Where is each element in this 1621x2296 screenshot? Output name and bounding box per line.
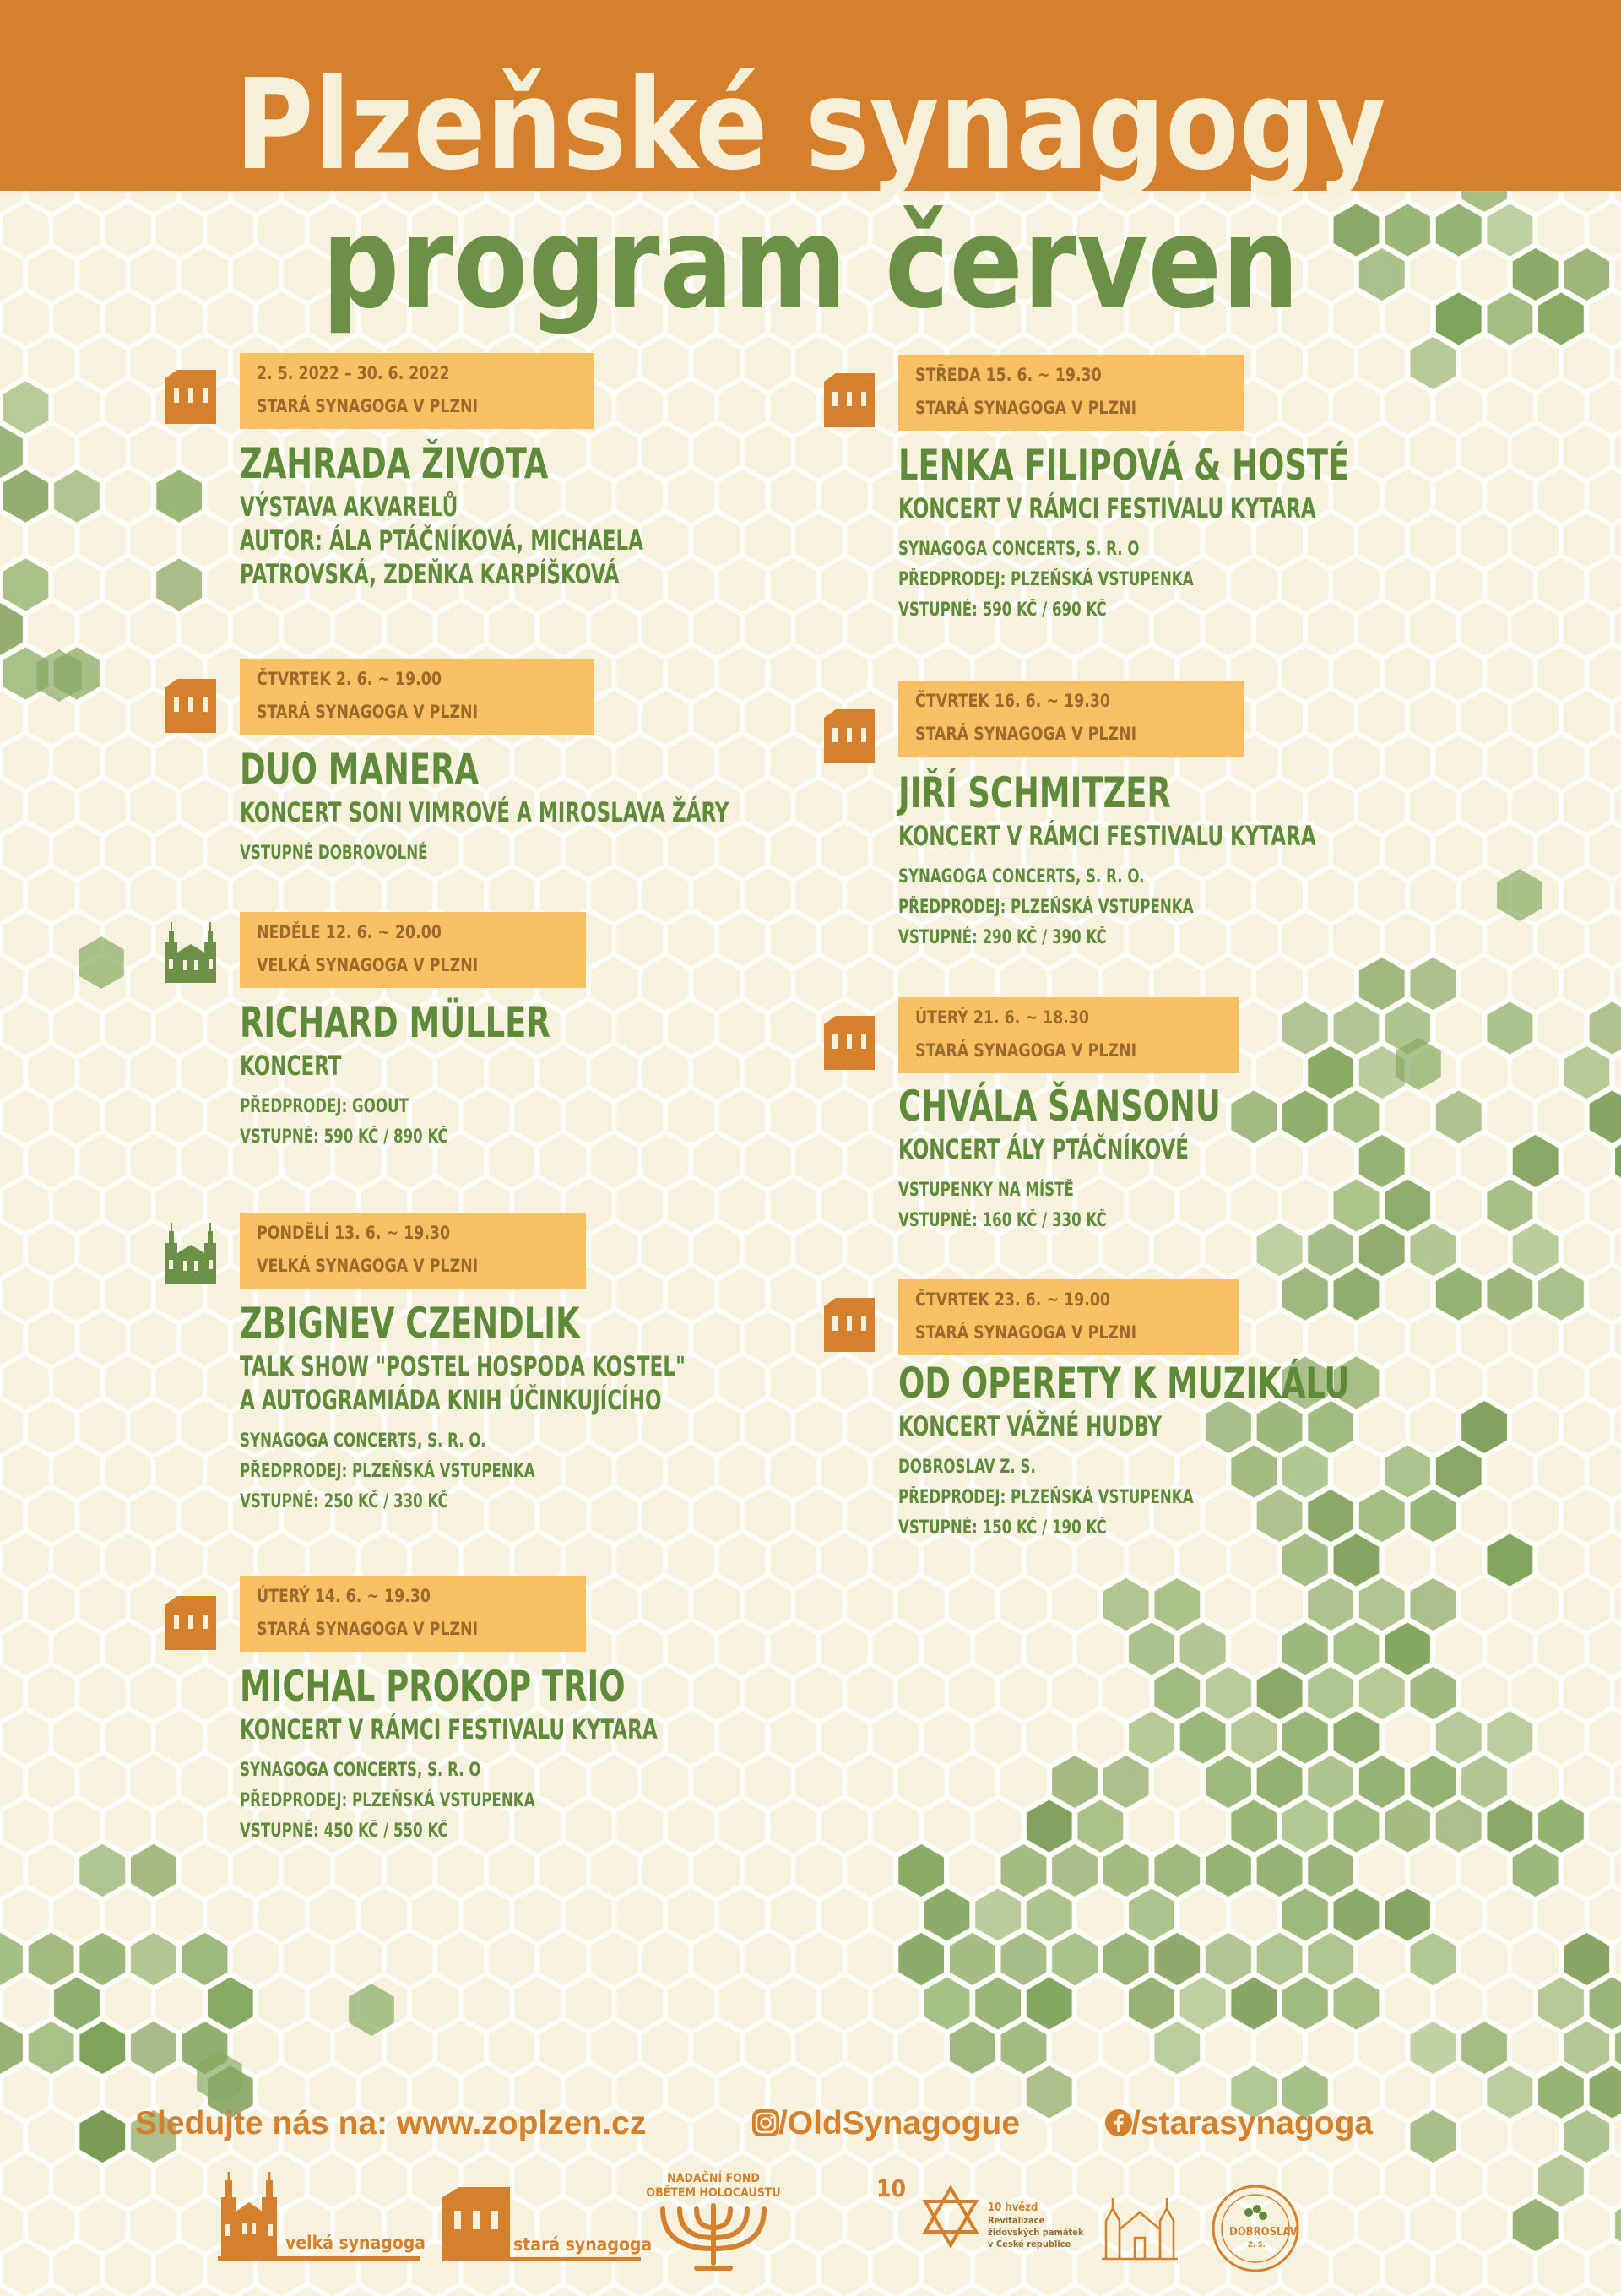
instagram-link[interactable]: /OldSynagogue	[778, 2105, 1021, 2141]
velka-synagoga-icon	[164, 922, 218, 983]
event-subtitle: VÝSTAVA AKVARELŮ	[240, 491, 458, 523]
event-detail: VSTUPNÉ: 160 KČ / 330 KČ	[898, 1210, 1107, 1231]
event-date: ÚTERÝ 21. 6. ~ 18.30	[915, 1007, 1089, 1028]
stara-synagoga-icon	[165, 370, 216, 424]
stara-synagoga-icon	[824, 1016, 875, 1070]
logo-dobroslav	[1209, 2182, 1302, 2275]
event-date: ÚTERÝ 14. 6. ~ 19.30	[257, 1586, 431, 1606]
event-title: RICHARD MÜLLER	[240, 998, 550, 1047]
event-detail: SYNAGOGA CONCERTS, S. R. O	[898, 539, 1140, 560]
logo-dobroslav-sub: Z. S.	[1248, 2241, 1266, 2250]
event-title: OD OPERETY K MUZIKÁLU	[898, 1359, 1350, 1408]
event-title: MICHAL PROKOP TRIO	[240, 1662, 626, 1711]
menorah-icon	[642, 2202, 785, 2278]
event-subtitle: AUTOR: ÁLA PTÁČNÍKOVÁ, MICHAELA	[240, 524, 643, 556]
event-date-tag	[898, 997, 1239, 1073]
event-card	[898, 355, 1574, 709]
event-card	[898, 681, 1574, 1035]
event-detail: DOBROSLAV Z. S.	[898, 1457, 1036, 1478]
event-venue: STARÁ SYNAGOGA V PLZNI	[915, 1040, 1137, 1061]
event-date: NEDĚLE 12. 6. ~ 20.00	[257, 922, 442, 942]
event-subtitle: TALK SHOW "POSTEL HOSPODA KOSTEL"	[240, 1350, 686, 1382]
event-date: ČTVRTEK 23. 6. ~ 19.00	[915, 1289, 1111, 1310]
event-detail: VSTUPNÉ: 250 KČ / 330 KČ	[240, 1491, 448, 1512]
event-subtitle: A AUTOGRAMIÁDA KNIH ÚČINKUJÍCÍHO	[240, 1384, 662, 1416]
event-venue: VELKÁ SYNAGOGA V PLZNI	[257, 955, 479, 975]
logo-velka-synagoga	[218, 2172, 425, 2265]
logo-synagogy-drawing	[1098, 2183, 1182, 2267]
event-detail: VSTUPENKY NA MÍSTĚ	[898, 1180, 1074, 1201]
event-subtitle: KONCERT V RÁMCI FESTIVALU KYTARA	[898, 820, 1316, 852]
event-subtitle: KONCERT	[240, 1050, 342, 1082]
event-title: JIŘÍ SCHMITZER	[898, 768, 1171, 817]
logo-dobroslav-text: DOBROSLAV	[1229, 2226, 1298, 2239]
event-detail: PŘEDPRODEJ: PLZEŇSKÁ VSTUPENKA	[898, 569, 1194, 590]
event-detail: VSTUPNÉ: 150 KČ / 190 KČ	[898, 1517, 1107, 1539]
event-detail: PŘEDPRODEJ: PLZEŇSKÁ VSTUPENKA	[240, 1461, 535, 1482]
event-date: ČTVRTEK 2. 6. ~ 19.00	[257, 669, 442, 689]
event-subtitle: KONCERT ÁLY PTÁČNÍKOVÉ	[898, 1133, 1190, 1165]
event-subtitle: KONCERT SONI VIMROVÉ A MIROSLAVA ŽÁRY	[240, 796, 729, 828]
event-detail: VSTUPNÉ: 590 KČ / 690 KČ	[898, 600, 1107, 621]
event-detail: VSTUPNÉ: 290 KČ / 390 KČ	[898, 927, 1107, 948]
facebook-icon	[1104, 2109, 1133, 2146]
event-date-tag	[240, 659, 594, 735]
stara-synagoga-icon	[824, 373, 875, 427]
event-card	[240, 1213, 915, 1567]
event-card	[898, 1279, 1574, 1634]
facebook-link[interactable]: /starasynagoga	[1131, 2105, 1374, 2141]
event-date-tag	[240, 1213, 586, 1289]
stara-synagoga-icon	[165, 1596, 216, 1650]
event-card	[240, 1576, 915, 1930]
event-subtitle: PATROVSKÁ, ZDEŇKA KARPÍŠKOVÁ	[240, 558, 620, 590]
event-date-tag	[240, 1576, 586, 1652]
logo-10-hvezd-line3: židovských památek	[988, 2227, 1084, 2238]
event-detail: SYNAGOGA CONCERTS, S. R. O.	[898, 866, 1145, 887]
event-detail: VSTUPNÉ DOBROVOLNÉ	[240, 843, 428, 864]
event-venue: STARÁ SYNAGOGA V PLZNI	[915, 398, 1137, 418]
event-title: DUO MANERA	[240, 745, 480, 794]
event-date: ČTVRTEK 16. 6. ~ 19.30	[915, 691, 1111, 711]
event-subtitle: KONCERT V RÁMCI FESTIVALU KYTARA	[898, 492, 1316, 524]
event-date: 2. 5. 2022 – 30. 6. 2022	[257, 363, 450, 383]
logo-nadacni-fond	[642, 2172, 785, 2277]
event-title: ZAHRADA ŽIVOTA	[240, 439, 549, 488]
logo-stara-synagoga	[442, 2185, 653, 2266]
event-date: STŘEDA 15. 6. ~ 19.30	[915, 365, 1102, 385]
event-date-tag	[898, 1279, 1239, 1355]
stara-synagoga-icon	[824, 1298, 875, 1352]
event-venue: STARÁ SYNAGOGA V PLZNI	[915, 724, 1137, 744]
event-venue: STARÁ SYNAGOGA V PLZNI	[257, 1619, 479, 1639]
logo-10-hvezd	[876, 2174, 1084, 2267]
event-detail: PŘEDPRODEJ: PLZEŇSKÁ VSTUPENKA	[898, 897, 1194, 918]
event-detail: VSTUPNÉ: 590 KČ / 890 KČ	[240, 1126, 448, 1148]
event-title: LENKA FILIPOVÁ & HOSTÉ	[898, 441, 1350, 490]
star-of-david-icon	[917, 2183, 984, 2250]
page-title: Plzeňské synagogy	[235, 52, 1386, 198]
event-detail: VSTUPNÉ: 450 KČ / 550 KČ	[240, 1821, 448, 1842]
logo-10-hvezd-line4: v České republice	[988, 2239, 1071, 2250]
event-date-tag	[240, 353, 594, 429]
event-venue: STARÁ SYNAGOGA V PLZNI	[915, 1322, 1137, 1343]
logo-velka-synagoga-text: velká synagoga	[285, 2233, 426, 2253]
event-detail: PŘEDPRODEJ: PLZEŇSKÁ VSTUPENKA	[898, 1487, 1194, 1508]
logo-10-hvezd-line2: Revitalizace	[988, 2215, 1045, 2226]
stara-synagoga-icon	[824, 709, 875, 763]
logo-nadacni-fond-text: NADAČNÍ FOND OBĚTEM HOLOCAUSTU	[646, 2172, 781, 2200]
event-date-tag	[898, 681, 1244, 757]
event-venue: VELKÁ SYNAGOGA V PLZNI	[257, 1256, 479, 1276]
event-detail: SYNAGOGA CONCERTS, S. R. O	[240, 1760, 481, 1781]
logo-10-hvezd-line1: 10 hvězd	[988, 2201, 1038, 2214]
follow-website-link[interactable]: Sledujte nás na: www.zoplzen.cz	[135, 2105, 647, 2141]
instagram-icon	[751, 2109, 780, 2146]
page-subtitle: program červen	[322, 190, 1299, 337]
stara-synagoga-icon	[165, 679, 216, 733]
event-date-tag	[898, 355, 1244, 431]
event-title: CHVÁLA ŠANSONU	[898, 1082, 1221, 1131]
velka-synagoga-icon	[164, 1223, 218, 1284]
logo-10-hvezd-number: 10	[876, 2174, 907, 2202]
event-venue: STARÁ SYNAGOGA V PLZNI	[257, 702, 479, 722]
event-date-tag	[240, 912, 586, 988]
event-title: ZBIGNEV CZENDLIK	[240, 1299, 580, 1348]
event-subtitle: KONCERT V RÁMCI FESTIVALU KYTARA	[240, 1713, 658, 1745]
event-venue: STARÁ SYNAGOGA V PLZNI	[257, 396, 479, 416]
event-detail: PŘEDPRODEJ: GOOUT	[240, 1096, 409, 1117]
follow-bar	[0, 2098, 1621, 2152]
event-subtitle: KONCERT VÁŽNÉ HUDBY	[898, 1410, 1163, 1442]
logo-stara-synagoga-text: stará synagoga	[513, 2234, 653, 2255]
event-date: PONDĚLÍ 13. 6. ~ 19.30	[257, 1223, 451, 1243]
event-card	[240, 353, 915, 708]
event-detail: PŘEDPRODEJ: PLZEŇSKÁ VSTUPENKA	[240, 1790, 535, 1811]
event-detail: SYNAGOGA CONCERTS, S. R. O.	[240, 1430, 486, 1452]
